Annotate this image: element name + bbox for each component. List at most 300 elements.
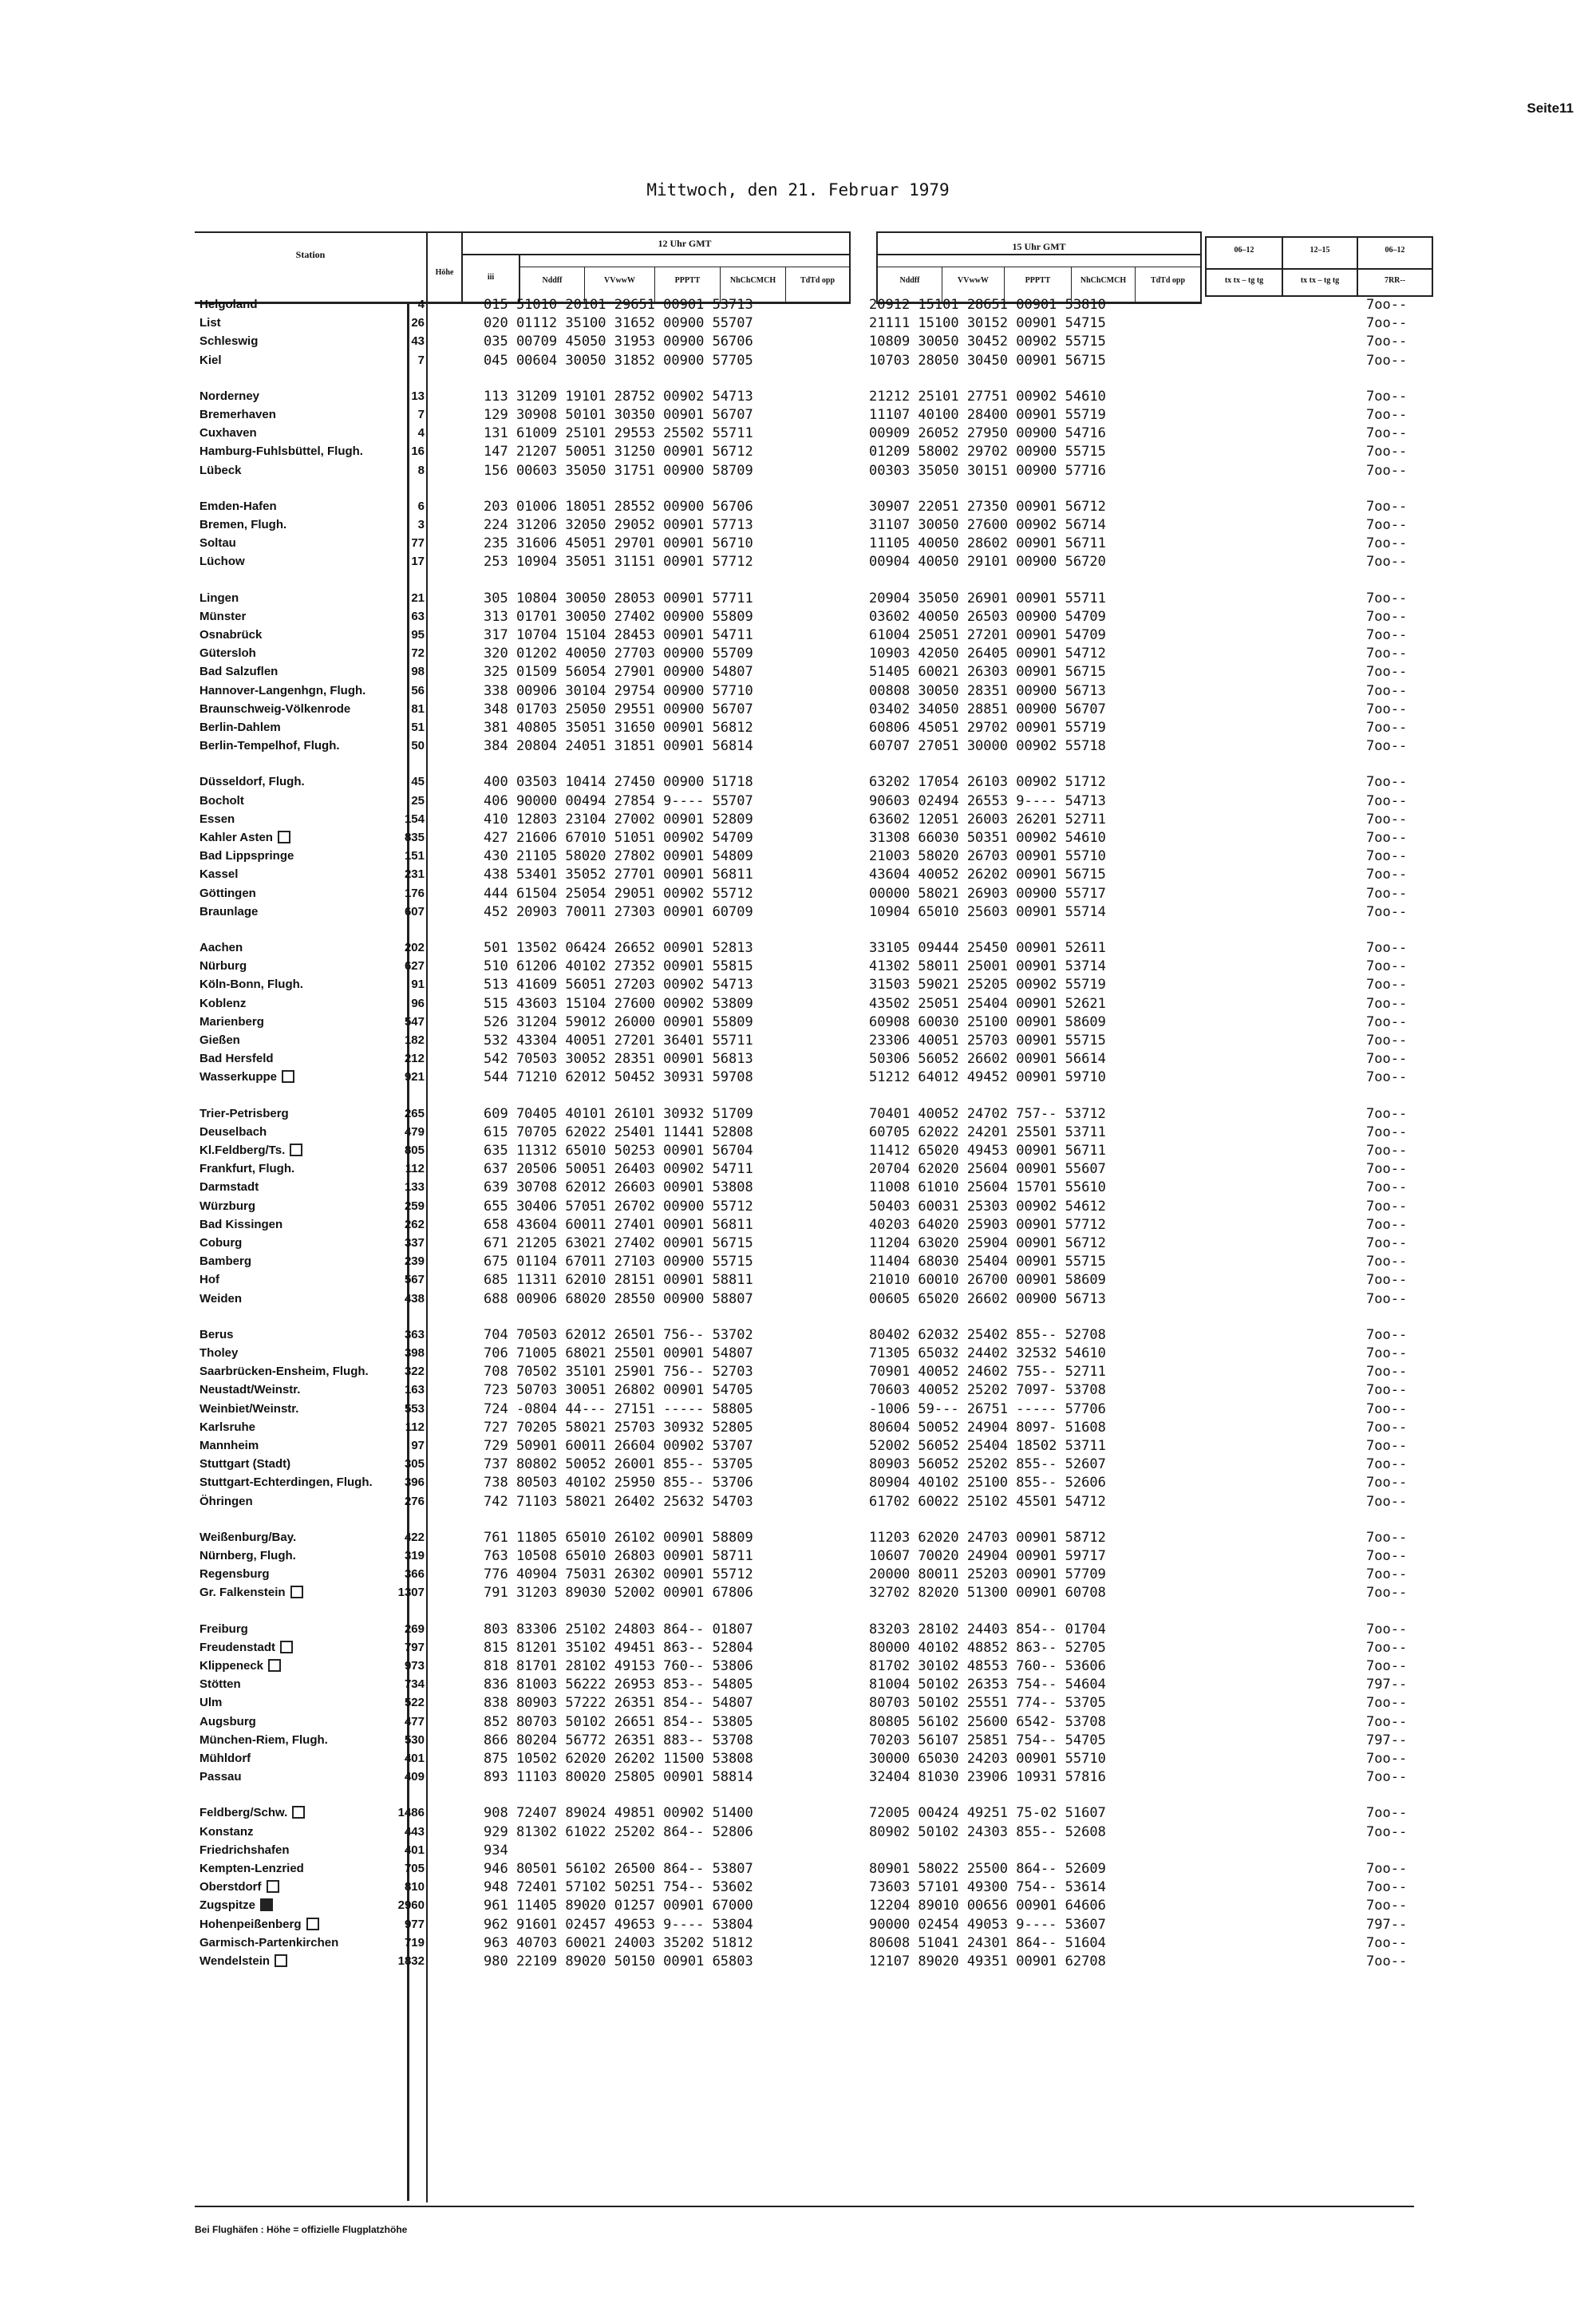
- obs-extra: 7oo--: [1366, 1033, 1408, 1049]
- obs-extra: 7oo--: [1366, 498, 1408, 515]
- station-name: Braunlage: [200, 904, 259, 918]
- station-name: Helgoland: [200, 298, 258, 311]
- open-square-icon: [290, 1144, 302, 1156]
- obs-15-utc: 33105 09444 25450 00901 52611: [869, 940, 1106, 956]
- obs-15-utc: 70401 40052 24702 757-- 53712: [869, 1105, 1106, 1122]
- obs-12-utc: 738 80503 40102 25950 855-- 53706: [484, 1475, 753, 1491]
- obs-extra: 7oo--: [1366, 1013, 1408, 1030]
- obs-15-utc: 50403 60031 25303 00902 54612: [869, 1198, 1106, 1215]
- station-name: Trier-Petrisberg: [200, 1106, 289, 1120]
- obs-extra: 7oo--: [1366, 1179, 1408, 1196]
- station-height: 202: [404, 941, 425, 954]
- obs-extra: 7oo--: [1366, 646, 1408, 662]
- station-name: Karlsruhe: [200, 1420, 256, 1434]
- obs-12-utc: 688 00906 68020 28550 00900 58807: [484, 1290, 753, 1307]
- table-row: [0, 662, 1596, 681]
- obs-extra: 7oo--: [1366, 352, 1408, 369]
- station-height: 1486: [397, 1806, 425, 1820]
- obs-12-utc: 381 40805 35051 31650 00901 56812: [484, 720, 753, 736]
- table-row: [0, 626, 1596, 645]
- obs-extra: 797--: [1366, 1916, 1408, 1933]
- station-height: 443: [404, 1824, 425, 1839]
- table-row: [0, 1675, 1596, 1694]
- table-row: [0, 1197, 1596, 1216]
- table-row: [0, 1620, 1596, 1639]
- obs-15-utc: 10904 65010 25603 00901 55714: [869, 903, 1106, 920]
- station-height: 973: [404, 1659, 425, 1673]
- obs-extra: 7oo--: [1366, 1639, 1408, 1656]
- obs-12-utc: 444 61504 25054 29051 00902 55712: [484, 885, 753, 902]
- table-row: [0, 1344, 1596, 1363]
- station-name: Wendelstein: [200, 1952, 287, 1971]
- table-row: [0, 332, 1596, 351]
- station-name: Soltau: [200, 536, 236, 551]
- table-row: [0, 552, 1596, 571]
- obs-15-utc: 83203 28102 24403 854-- 01704: [869, 1621, 1106, 1637]
- obs-extra: 7oo--: [1366, 1254, 1408, 1270]
- obs-extra: 7oo--: [1366, 1751, 1408, 1767]
- obs-12-utc: 737 80802 50052 26001 855-- 53705: [484, 1456, 753, 1473]
- station-height: 231: [404, 867, 425, 882]
- obs-extra: 7oo--: [1366, 903, 1408, 920]
- obs-extra: 7oo--: [1366, 940, 1408, 956]
- station-height: 56: [411, 683, 425, 697]
- obs-12-utc: 235 31606 45051 29701 00901 56710: [484, 535, 753, 552]
- open-square-icon: [290, 1586, 303, 1598]
- station-height: 366: [404, 1567, 425, 1582]
- station-height: 530: [404, 1732, 425, 1747]
- obs-12-utc: 742 71103 58021 26402 25632 54703: [484, 1493, 753, 1510]
- station-name: Stötten: [200, 1677, 241, 1692]
- station-name: Essen: [200, 812, 235, 826]
- obs-12-utc: 317 10704 15104 28453 00901 54711: [484, 627, 753, 643]
- station-name: Passau: [200, 1770, 242, 1784]
- obs-extra: 7oo--: [1366, 517, 1408, 533]
- station-name: Aachen: [200, 941, 243, 954]
- table-row: [0, 975, 1596, 994]
- table-row: [0, 1749, 1596, 1768]
- table-row: [0, 1712, 1596, 1732]
- station-height: 7: [417, 353, 425, 367]
- station-name: Mannheim: [200, 1439, 259, 1452]
- obs-15-utc: 61004 25051 27201 00901 54709: [869, 627, 1106, 643]
- obs-12-utc: 946 80501 56102 26500 864-- 53807: [484, 1861, 753, 1877]
- station-height: 269: [404, 1622, 425, 1636]
- obs-extra: 7oo--: [1366, 682, 1408, 699]
- station-height: 734: [404, 1677, 425, 1692]
- obs-15-utc: 00303 35050 30151 00900 57716: [869, 462, 1106, 479]
- station-height: 477: [404, 1714, 425, 1728]
- obs-12-utc: 510 61206 40102 27352 00901 55815: [484, 958, 753, 975]
- table-row: [0, 644, 1596, 663]
- header-15-col-3: PPPTT: [1025, 276, 1051, 285]
- obs-extra: 7oo--: [1366, 1658, 1408, 1674]
- obs-12-utc: 635 11312 65010 50253 00901 56704: [484, 1143, 753, 1159]
- obs-extra: 7oo--: [1366, 334, 1408, 350]
- station-height: 154: [404, 812, 425, 826]
- table-row: [0, 295, 1596, 314]
- station-height: 98: [411, 665, 425, 679]
- station-name: Göttingen: [200, 886, 256, 900]
- obs-15-utc: 63602 12051 26003 26201 52711: [869, 811, 1106, 828]
- obs-12-utc: 763 10508 65010 26803 00901 58711: [484, 1548, 753, 1564]
- table-row: [0, 884, 1596, 903]
- obs-15-utc: 51405 60021 26303 00901 56715: [869, 664, 1106, 681]
- station-height: 319: [404, 1549, 425, 1562]
- obs-extra: 7oo--: [1366, 1456, 1408, 1473]
- station-name: Osnabrück: [200, 628, 263, 642]
- station-name: Klippeneck: [200, 1657, 281, 1676]
- station-height: 50: [411, 739, 425, 753]
- table-row: [0, 1013, 1596, 1032]
- obs-15-utc: 80903 56052 25202 855-- 52607: [869, 1456, 1106, 1473]
- obs-extra: 797--: [1366, 1677, 1408, 1693]
- footnote: Bei Flughäfen : Höhe = offizielle Flugplatzhöhe: [195, 2224, 408, 2235]
- header-iii: iii: [487, 273, 495, 282]
- obs-12-utc: 671 21205 63021 27402 00901 56715: [484, 1235, 753, 1251]
- header-extra-1-top: 06–12: [1234, 246, 1254, 255]
- station-height: 151: [404, 849, 425, 863]
- obs-extra: 7oo--: [1366, 1475, 1408, 1491]
- obs-extra: 7oo--: [1366, 315, 1408, 332]
- obs-extra: 7oo--: [1366, 1143, 1408, 1159]
- obs-15-utc: 11008 61010 25604 15701 55610: [869, 1179, 1106, 1196]
- station-height: 921: [404, 1070, 425, 1084]
- station-height: 265: [404, 1106, 425, 1120]
- station-name: Ulm: [200, 1696, 223, 1710]
- station-height: 26: [411, 316, 425, 330]
- station-name: Tholey: [200, 1346, 239, 1360]
- obs-extra: 7oo--: [1366, 664, 1408, 681]
- station-height: 977: [404, 1917, 425, 1931]
- station-name: Freudenstadt: [200, 1638, 293, 1657]
- obs-12-utc: 836 81003 56222 26953 853-- 54805: [484, 1677, 753, 1693]
- obs-12-utc: 961 11405 89020 01257 00901 67000: [484, 1898, 753, 1914]
- station-name: Kl.Feldberg/Ts.: [200, 1141, 302, 1160]
- obs-extra: 7oo--: [1366, 1382, 1408, 1399]
- table-row: [0, 1141, 1596, 1160]
- table-row: [0, 1473, 1596, 1492]
- obs-15-utc: 00904 40050 29101 00900 56720: [869, 554, 1106, 571]
- table-row: [0, 718, 1596, 737]
- obs-extra: 7oo--: [1366, 1051, 1408, 1068]
- header-12-col-2: VVwwW: [604, 276, 635, 285]
- station-height: 262: [404, 1217, 425, 1231]
- table-row: [0, 1565, 1596, 1584]
- obs-12-utc: 320 01202 40050 27703 00900 55709: [484, 646, 753, 662]
- station-name: Nürnberg, Flugh.: [200, 1549, 296, 1562]
- obs-12-utc: 400 03503 10414 27450 00900 51718: [484, 774, 753, 791]
- obs-15-utc: 10607 70020 24904 00901 59717: [869, 1548, 1106, 1564]
- header-extra-3-top: 06–12: [1385, 246, 1405, 255]
- obs-12-utc: 542 70503 30052 28351 00901 56813: [484, 1051, 753, 1068]
- station-height: 95: [411, 628, 425, 642]
- table-row: [0, 1934, 1596, 1953]
- station-name: Konstanz: [200, 1824, 254, 1839]
- station-height: 553: [404, 1401, 425, 1416]
- obs-15-utc: 10809 30050 30452 00902 55715: [869, 334, 1106, 350]
- table-row: [0, 534, 1596, 553]
- page-title: Mittwoch, den 21. Februar 1979: [646, 180, 950, 199]
- station-name: Bad Kissingen: [200, 1217, 283, 1231]
- obs-12-utc: 325 01509 56054 27901 00900 54807: [484, 664, 753, 681]
- obs-12-utc: 147 21207 50051 31250 00901 56712: [484, 444, 753, 460]
- station-height: 398: [404, 1346, 425, 1360]
- obs-extra: 7oo--: [1366, 462, 1408, 479]
- station-height: 438: [404, 1291, 425, 1306]
- obs-12-utc: 384 20804 24051 31851 00901 56814: [484, 738, 753, 755]
- page-number: Seite11: [1527, 101, 1574, 116]
- obs-15-utc: 63202 17054 26103 00902 51712: [869, 774, 1106, 791]
- station-name: Zugspitze: [200, 1896, 273, 1915]
- obs-extra: 7oo--: [1366, 554, 1408, 571]
- table-row: [0, 1400, 1596, 1419]
- station-name: Friedrichshafen: [200, 1843, 290, 1857]
- obs-15-utc: 00605 65020 26602 00900 56713: [869, 1290, 1106, 1307]
- table-row: [0, 957, 1596, 976]
- table-row: [0, 1104, 1596, 1124]
- obs-15-utc: 80805 56102 25600 6542- 53708: [869, 1713, 1106, 1730]
- station-name: Weinbiet/Weinstr.: [200, 1401, 299, 1416]
- station-name: Kempten-Lenzried: [200, 1862, 304, 1875]
- station-height: 3: [417, 518, 425, 531]
- station-height: 21: [411, 591, 425, 605]
- table-row: [0, 772, 1596, 792]
- obs-extra: 7oo--: [1366, 1235, 1408, 1251]
- obs-extra: 797--: [1366, 1732, 1408, 1748]
- station-name: Würzburg: [200, 1199, 255, 1213]
- obs-extra: 7oo--: [1366, 1823, 1408, 1840]
- table-row: [0, 314, 1596, 333]
- obs-15-utc: 10703 28050 30450 00901 56715: [869, 352, 1106, 369]
- obs-15-utc: 30907 22051 27350 00901 56712: [869, 498, 1106, 515]
- table-row: [0, 1123, 1596, 1142]
- obs-extra: 7oo--: [1366, 1953, 1408, 1969]
- obs-15-utc: 31107 30050 27600 00902 56714: [869, 517, 1106, 533]
- obs-extra: 7oo--: [1366, 1934, 1408, 1951]
- station-name: Weiden: [200, 1291, 243, 1306]
- header-station: Station: [295, 249, 326, 260]
- obs-15-utc: 90000 02454 49053 9---- 53607: [869, 1916, 1106, 1933]
- table-row: [0, 1159, 1596, 1179]
- table-row: [0, 681, 1596, 701]
- obs-15-utc: 31503 59021 25205 00902 55719: [869, 977, 1106, 993]
- obs-12-utc: 348 01703 25050 29551 00900 56707: [484, 701, 753, 717]
- station-name: Deuselbach: [200, 1124, 267, 1139]
- open-square-icon: [278, 831, 290, 843]
- header-15-col-5: TdTd opp: [1150, 276, 1186, 285]
- obs-15-utc: 80608 51041 24301 864-- 51604: [869, 1934, 1106, 1951]
- station-name: Bremen, Flugh.: [200, 518, 287, 531]
- station-name: Schleswig: [200, 334, 259, 349]
- station-name: Köln-Bonn, Flugh.: [200, 978, 303, 992]
- obs-12-utc: 791 31203 89030 52002 00901 67806: [484, 1585, 753, 1602]
- obs-15-utc: 11404 68030 25404 00901 55715: [869, 1254, 1106, 1270]
- obs-12-utc: 427 21606 67010 51051 00902 54709: [484, 830, 753, 846]
- station-name: Lüchow: [200, 555, 245, 569]
- table-row: [0, 1290, 1596, 1309]
- obs-extra: 7oo--: [1366, 811, 1408, 828]
- header-15-col-1: Nddff: [899, 276, 920, 285]
- obs-15-utc: 80901 58022 25500 864-- 52609: [869, 1861, 1106, 1877]
- obs-extra: 7oo--: [1366, 1898, 1408, 1914]
- obs-12-utc: 815 81201 35102 49451 863-- 52804: [484, 1639, 753, 1656]
- obs-12-utc: 658 43604 60011 27401 00901 56811: [484, 1216, 753, 1233]
- obs-extra: 7oo--: [1366, 1326, 1408, 1343]
- obs-extra: 7oo--: [1366, 1585, 1408, 1602]
- obs-12-utc: 203 01006 18051 28552 00900 56706: [484, 498, 753, 515]
- obs-extra: 7oo--: [1366, 297, 1408, 313]
- table-row: [0, 1528, 1596, 1547]
- obs-15-utc: 73603 57101 49300 754-- 53614: [869, 1879, 1106, 1896]
- obs-12-utc: 729 50901 60011 26604 00902 53707: [484, 1438, 753, 1454]
- obs-15-utc: 41302 58011 25001 00901 53714: [869, 958, 1106, 975]
- table-row: [0, 1803, 1596, 1823]
- obs-extra: 7oo--: [1366, 1198, 1408, 1215]
- station-name: Bremerhaven: [200, 408, 276, 421]
- table-row: [0, 1638, 1596, 1657]
- obs-12-utc: 313 01701 30050 27402 00900 55809: [484, 608, 753, 625]
- station-height: 835: [404, 831, 425, 844]
- obs-12-utc: 852 80703 50102 26651 854-- 53805: [484, 1713, 753, 1730]
- station-height: 607: [404, 904, 425, 918]
- obs-15-utc: 70203 56107 25851 754-- 54705: [869, 1732, 1106, 1748]
- station-name: Kassel: [200, 867, 239, 882]
- obs-extra: 7oo--: [1366, 608, 1408, 625]
- station-name: Augsburg: [200, 1714, 256, 1728]
- station-height: 81: [411, 701, 425, 716]
- station-name: Nürburg: [200, 959, 247, 974]
- station-height: 212: [404, 1052, 425, 1066]
- header-12-col-3: PPPTT: [674, 276, 701, 285]
- station-name: Düsseldorf, Flugh.: [200, 775, 305, 789]
- obs-extra: 7oo--: [1366, 848, 1408, 865]
- obs-12-utc: 515 43603 15104 27600 00902 53809: [484, 995, 753, 1012]
- station-name: Cuxhaven: [200, 426, 257, 440]
- obs-extra: 7oo--: [1366, 1769, 1408, 1786]
- obs-12-utc: 532 43304 40051 27201 36401 55711: [484, 1033, 753, 1049]
- obs-15-utc: 71305 65032 24402 32532 54610: [869, 1345, 1106, 1361]
- obs-extra: 7oo--: [1366, 1345, 1408, 1361]
- open-square-icon: [292, 1806, 305, 1819]
- header-extra-3-bottom: 7RR--: [1384, 276, 1406, 285]
- obs-12-utc: 544 71210 62012 50452 30931 59708: [484, 1069, 753, 1086]
- station-height: 6: [417, 499, 425, 513]
- obs-12-utc: 513 41609 56051 27203 00902 54713: [484, 977, 753, 993]
- header-extra-2-top: 12–15: [1310, 246, 1330, 255]
- obs-15-utc: 60806 45051 29702 00901 55719: [869, 720, 1106, 736]
- obs-15-utc: 21003 58020 26703 00901 55710: [869, 848, 1106, 865]
- obs-extra: 7oo--: [1366, 1272, 1408, 1289]
- header-extra-2-bottom: tx tx – tg tg: [1300, 276, 1340, 285]
- obs-12-utc: 934: [484, 1842, 508, 1859]
- obs-extra: 7oo--: [1366, 1438, 1408, 1454]
- obs-extra: 7oo--: [1366, 535, 1408, 552]
- table-row: [0, 351, 1596, 370]
- obs-12-utc: 818 81701 28102 49153 760-- 53806: [484, 1658, 753, 1674]
- obs-12-utc: 962 91601 02457 49653 9---- 53804: [484, 1916, 753, 1933]
- station-name: Lübeck: [200, 463, 242, 477]
- station-name: Coburg: [200, 1236, 243, 1250]
- station-height: 422: [404, 1530, 425, 1544]
- obs-12-utc: 410 12803 23104 27002 00901 52809: [484, 811, 753, 828]
- table-row: [0, 1768, 1596, 1787]
- table-row: [0, 461, 1596, 480]
- station-name: Frankfurt, Flugh.: [200, 1162, 295, 1176]
- header-15-col-2: VVwwW: [958, 276, 989, 285]
- station-height: 63: [411, 609, 425, 623]
- table-row: [0, 1492, 1596, 1511]
- obs-15-utc: 21010 60010 26700 00901 58609: [869, 1272, 1106, 1289]
- obs-12-utc: 035 00709 45050 31953 00900 56706: [484, 334, 753, 350]
- obs-extra: 7oo--: [1366, 1105, 1408, 1122]
- station-height: 112: [405, 1162, 425, 1176]
- station-name: Norderney: [200, 389, 260, 403]
- obs-extra: 7oo--: [1366, 1161, 1408, 1178]
- obs-15-utc: 03602 40050 26503 00900 54709: [869, 608, 1106, 625]
- obs-15-utc: 12204 89010 00656 00901 64606: [869, 1898, 1106, 1914]
- table-row: [0, 1381, 1596, 1400]
- obs-12-utc: 866 80204 56772 26351 883-- 53708: [484, 1732, 753, 1748]
- obs-15-utc: 00000 58021 26903 00900 55717: [869, 885, 1106, 902]
- station-height: 96: [411, 996, 425, 1010]
- obs-extra: 7oo--: [1366, 1805, 1408, 1822]
- station-name: Gr. Falkenstein: [200, 1583, 303, 1602]
- obs-15-utc: 60707 27051 30000 00902 55718: [869, 738, 1106, 755]
- obs-12-utc: 430 21105 58020 27802 00901 54809: [484, 848, 753, 865]
- obs-extra: 7oo--: [1366, 444, 1408, 460]
- obs-15-utc: 12107 89020 49351 00901 62708: [869, 1953, 1106, 1969]
- station-name: Gießen: [200, 1033, 240, 1047]
- obs-15-utc: 23306 40051 25703 00901 55715: [869, 1033, 1106, 1049]
- obs-extra: 7oo--: [1366, 995, 1408, 1012]
- station-name: Berlin-Tempelhof, Flugh.: [200, 739, 340, 753]
- table-row: [0, 405, 1596, 425]
- obs-12-utc: 929 81302 61022 25202 864-- 52806: [484, 1823, 753, 1840]
- obs-12-utc: 724 -0804 44--- 27151 ----- 58805: [484, 1400, 753, 1417]
- obs-15-utc: 80902 50102 24303 855-- 52608: [869, 1823, 1106, 1840]
- station-name: Bamberg: [200, 1254, 252, 1269]
- station-height: 25: [411, 793, 425, 808]
- obs-12-utc: 675 01104 67011 27103 00900 55715: [484, 1254, 753, 1270]
- obs-12-utc: 875 10502 62020 26202 11500 53808: [484, 1751, 753, 1767]
- station-height: 1832: [397, 1954, 425, 1968]
- table-row: [0, 792, 1596, 811]
- obs-12-utc: 224 31206 32050 29052 00901 57713: [484, 517, 753, 533]
- obs-15-utc: 81702 30102 48553 760-- 53606: [869, 1658, 1106, 1674]
- obs-15-utc: 11204 63020 25904 00901 56712: [869, 1235, 1106, 1251]
- station-height: 91: [411, 978, 425, 992]
- obs-15-utc: 52002 56052 25404 18502 53711: [869, 1438, 1106, 1454]
- table-row: [0, 1952, 1596, 1971]
- table-row: [0, 1031, 1596, 1050]
- station-height: 43: [411, 334, 425, 349]
- station-name: Freiburg: [200, 1622, 248, 1636]
- station-name: Bad Hersfeld: [200, 1052, 274, 1066]
- station-height: 112: [405, 1420, 425, 1434]
- station-height: 7: [417, 408, 425, 421]
- obs-12-utc: 704 70503 62012 26501 756-- 53702: [484, 1326, 753, 1343]
- obs-extra: 7oo--: [1366, 867, 1408, 883]
- obs-extra: 7oo--: [1366, 1695, 1408, 1712]
- station-name: Öhringen: [200, 1494, 253, 1508]
- obs-15-utc: 20904 35050 26901 00901 55711: [869, 590, 1106, 606]
- obs-15-utc: 20704 62020 25604 00901 55607: [869, 1161, 1106, 1178]
- obs-15-utc: 80604 50052 24904 8097- 51608: [869, 1419, 1106, 1436]
- station-height: 2960: [397, 1898, 425, 1913]
- table-row: [0, 847, 1596, 866]
- open-square-icon: [282, 1070, 294, 1083]
